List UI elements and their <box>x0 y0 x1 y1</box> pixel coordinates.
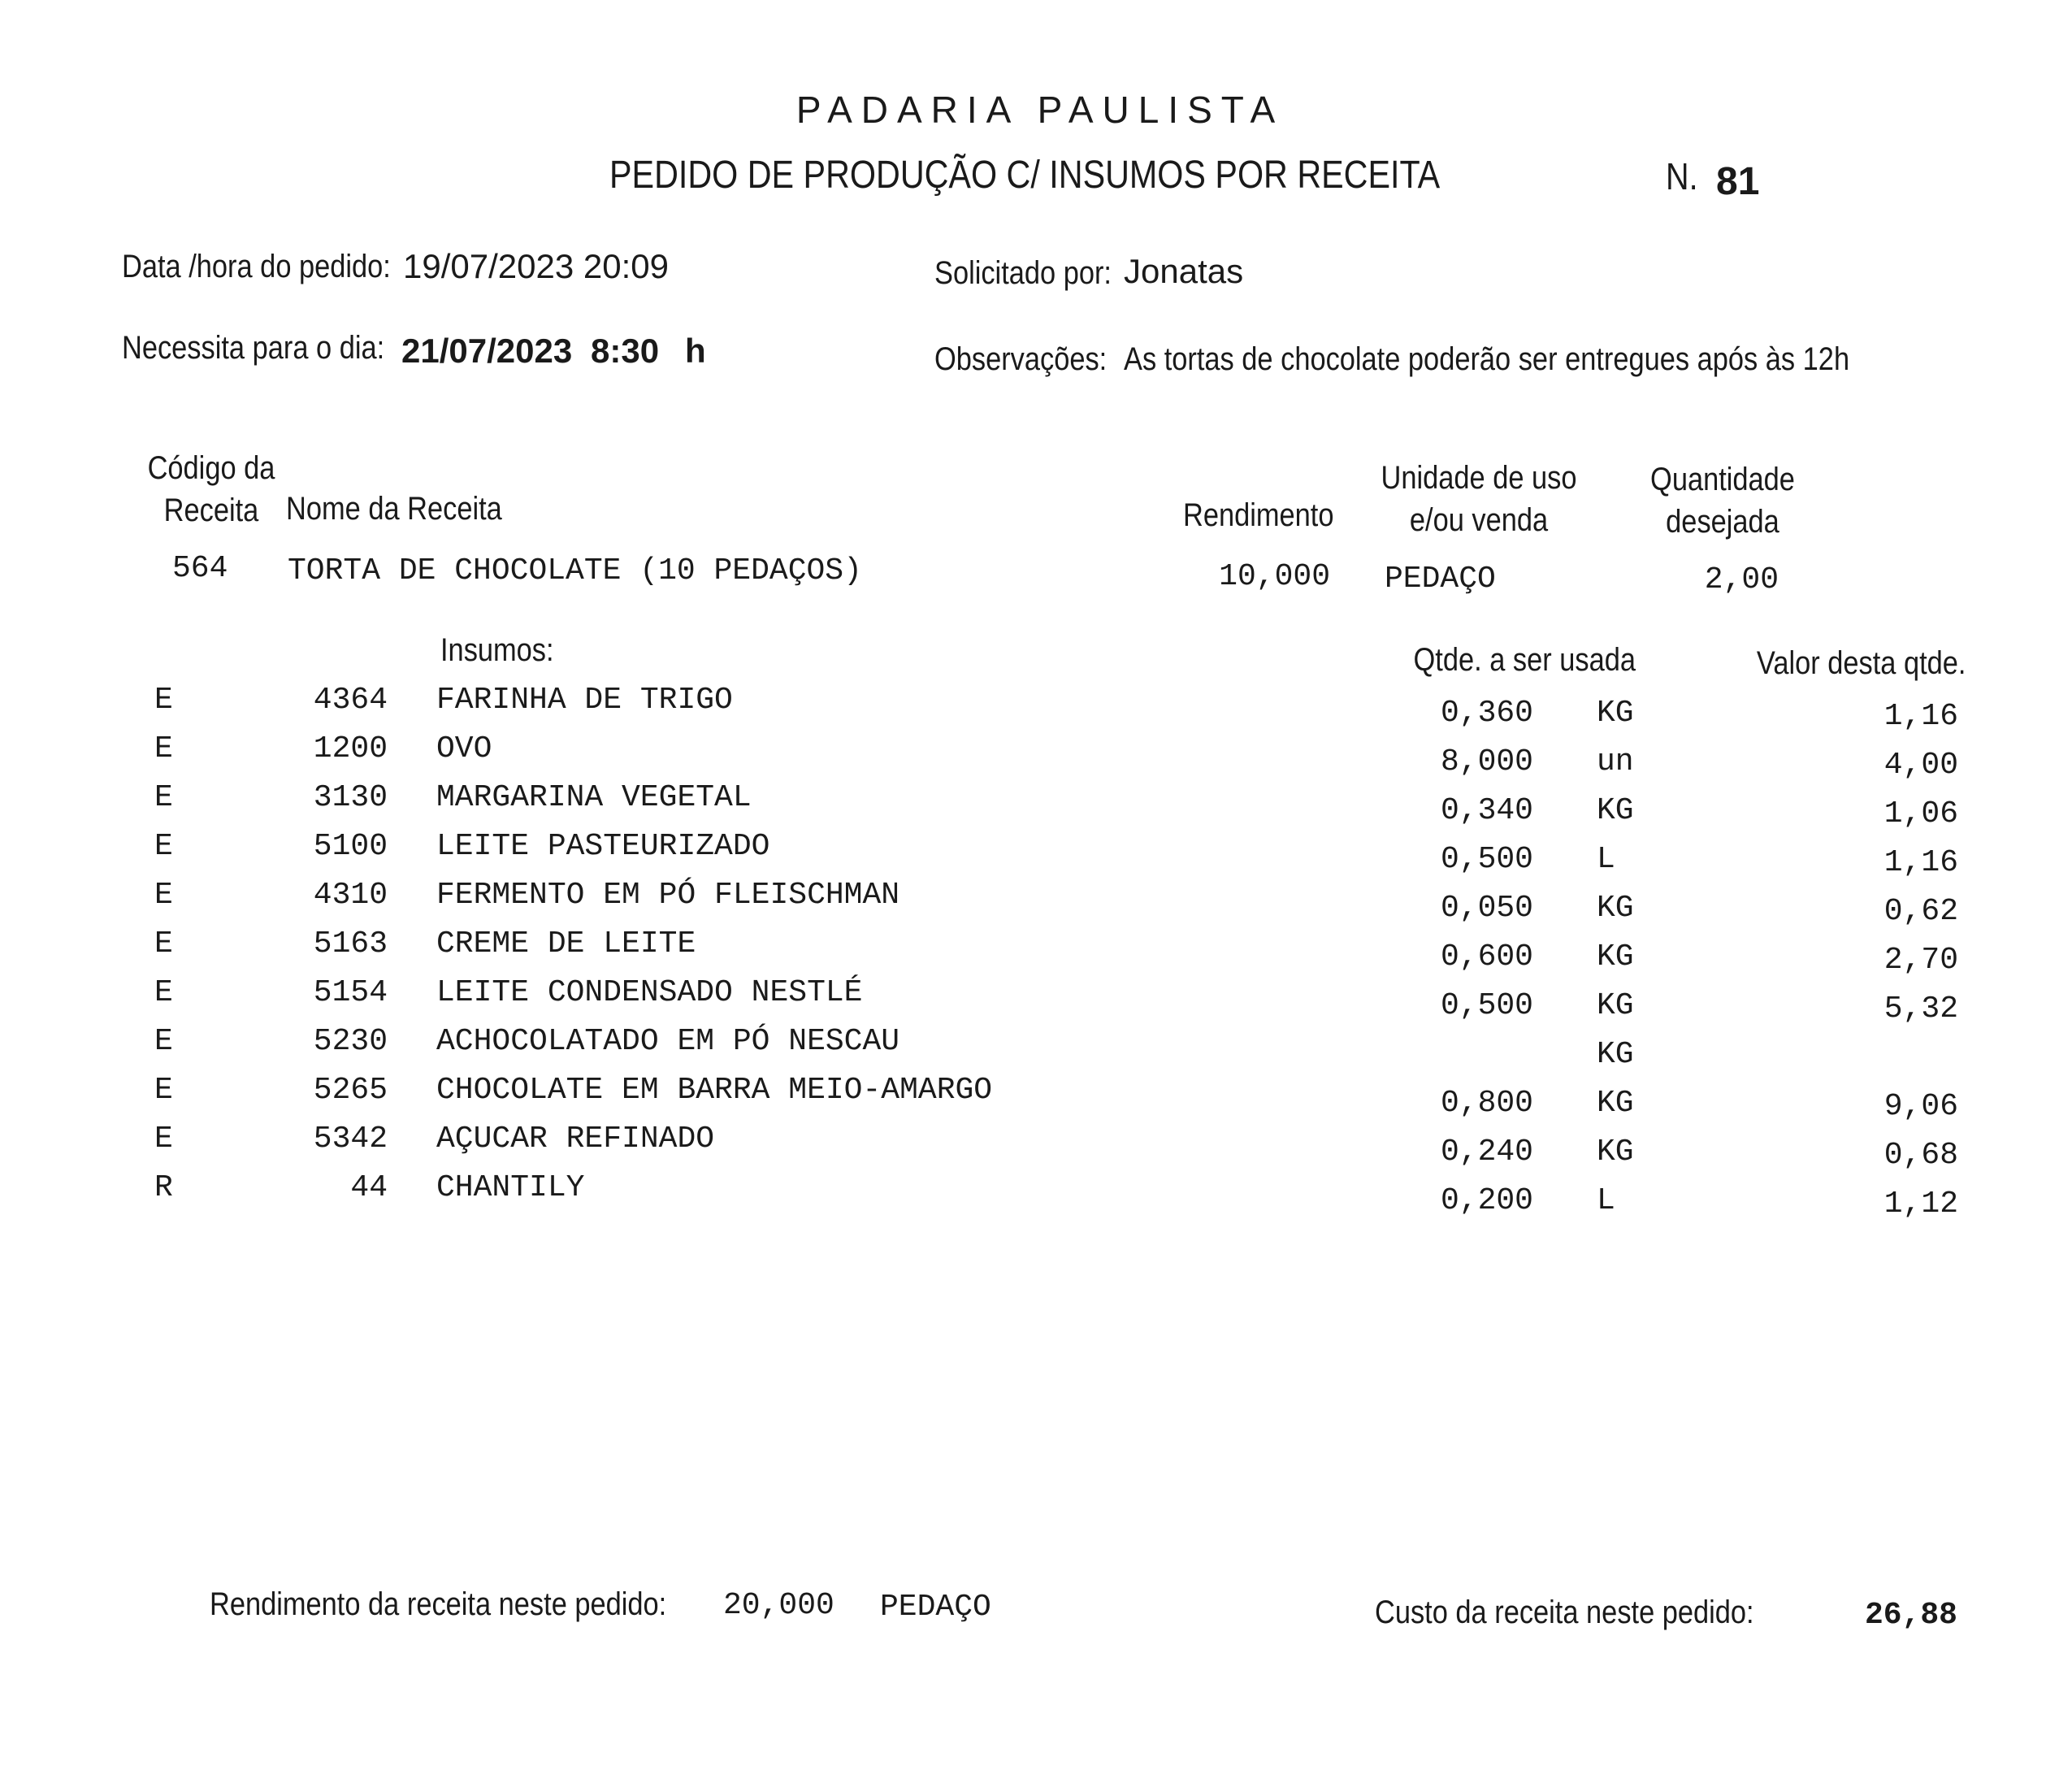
ingredient-code: 5163 <box>313 926 388 961</box>
ingredient-code: 4310 <box>313 878 388 913</box>
footer-yield-unit: PEDAÇO <box>880 1590 991 1625</box>
ingredient-type: E <box>154 780 173 815</box>
ingredient-type: R <box>154 1170 173 1205</box>
ingredient-name: CHANTILY <box>436 1170 585 1205</box>
ingredient-unit: KG <box>1597 1037 1634 1072</box>
ingredient-type: E <box>154 878 173 913</box>
ingredient-value: 0,68 <box>1883 1138 1958 1173</box>
ingredient-value: 2,70 <box>1883 943 1958 978</box>
ingredient-code: 44 <box>350 1170 388 1205</box>
footer-yield-value: 20,000 <box>723 1588 834 1623</box>
ingredient-name: MARGARINA VEGETAL <box>436 780 752 815</box>
ingredient-value: 1,16 <box>1883 845 1958 880</box>
ingredient-name: OVO <box>436 731 492 766</box>
ingredient-code: 5230 <box>313 1024 388 1059</box>
ingredient-unit: un <box>1597 744 1634 779</box>
ingredient-code: 1200 <box>313 731 388 766</box>
ingredient-qty: 0,500 <box>1440 842 1533 877</box>
order-datetime-label: Data /hora do pedido: <box>122 249 391 284</box>
header-quantity-line1: Quantidade <box>1650 462 1795 497</box>
recipe-name: TORTA DE CHOCOLATE (10 PEDAÇOS) <box>288 553 862 588</box>
ingredient-qty: 0,200 <box>1440 1183 1533 1218</box>
order-datetime: 19/07/2023 20:09 <box>403 247 669 285</box>
recipe-yield: 10,000 <box>1219 559 1330 594</box>
ingredient-qty: 0,600 <box>1440 939 1533 974</box>
header-unit <box>1367 457 1590 541</box>
ingredient-code: 4364 <box>313 683 388 718</box>
document-title: PEDIDO DE PRODUÇÃO C/ INSUMOS POR RECEITA <box>609 154 1441 197</box>
ingredient-qty: 0,340 <box>1440 793 1533 828</box>
requested-by: Jonatas <box>1124 252 1244 290</box>
header-recipe-code-line2: Receita <box>163 492 259 528</box>
ingredient-unit: KG <box>1597 793 1634 828</box>
ingredient-code: 5154 <box>313 975 388 1010</box>
ingredient-name: LEITE PASTEURIZADO <box>436 829 770 864</box>
ingredient-unit: L <box>1597 842 1615 877</box>
recipe-code: 564 <box>172 551 228 586</box>
ingredient-type: E <box>154 731 173 766</box>
header-quantity-line2: desejada <box>1666 504 1779 540</box>
ingredient-value: 0,62 <box>1883 894 1958 929</box>
ingredient-type: E <box>154 829 173 864</box>
footer-cost-value: 26,88 <box>1864 1598 1957 1633</box>
ingredient-type: E <box>154 1073 173 1108</box>
ingredient-unit: KG <box>1597 891 1634 926</box>
footer-yield-label: Rendimento da receita neste pedido: <box>210 1586 667 1622</box>
ingredient-unit: KG <box>1597 696 1634 731</box>
ingredient-unit: L <box>1597 1183 1615 1218</box>
ingredient-qty: 8,000 <box>1440 744 1533 779</box>
header-recipe-code-line1: Código da <box>147 450 275 486</box>
notes-label: Observações: <box>934 341 1108 377</box>
ingredient-qty: 0,500 <box>1440 988 1533 1023</box>
ingredient-type: E <box>154 926 173 961</box>
footer-cost-label: Custo da receita neste pedido: <box>1375 1595 1754 1630</box>
header-recipe-yield: Rendimento <box>1183 497 1334 533</box>
ingredient-unit: KG <box>1597 939 1634 974</box>
ingredient-unit: KG <box>1597 1086 1634 1121</box>
needed-date-label: Necessita para o dia: <box>122 330 385 366</box>
ingredient-code: 5342 <box>313 1122 388 1156</box>
ingredient-code: 5265 <box>313 1073 388 1108</box>
header-unit-line1: Unidade de uso <box>1381 460 1577 496</box>
needed-date: 21/07/2023 <box>401 332 573 370</box>
ingredient-unit: KG <box>1597 1135 1634 1169</box>
header-unit-line2: e/ou venda <box>1409 502 1549 538</box>
ingredient-value: 1,06 <box>1883 796 1958 831</box>
order-number: 81 <box>1716 160 1760 203</box>
ingredient-name: CHOCOLATE EM BARRA MEIO-AMARGO <box>436 1073 993 1108</box>
requested-by-label: Solicitado por: <box>934 255 1112 291</box>
ingredient-value: 9,06 <box>1883 1089 1958 1124</box>
ingredient-code: 5100 <box>313 829 388 864</box>
needed-time: 8:30 <box>591 332 660 370</box>
recipe-quantity: 2,00 <box>1704 562 1779 597</box>
needed-time-unit: h <box>685 332 706 370</box>
ingredient-value: 1,16 <box>1883 699 1958 734</box>
ingredient-value: 4,00 <box>1883 748 1958 783</box>
order-number-label: N. <box>1666 155 1698 197</box>
ingredient-qty: 0,050 <box>1440 891 1533 926</box>
ingredient-type: E <box>154 683 173 718</box>
header-ingredient-qty: Qtde. a ser usada <box>1413 642 1636 678</box>
ingredient-type: E <box>154 975 173 1010</box>
header-recipe-name: Nome da Receita <box>286 491 502 527</box>
ingredient-value: 5,32 <box>1883 991 1958 1026</box>
ingredient-value: 1,12 <box>1883 1187 1958 1221</box>
recipe-unit: PEDAÇO <box>1385 562 1496 597</box>
ingredient-qty: 0,240 <box>1440 1135 1533 1169</box>
ingredient-unit: KG <box>1597 988 1634 1023</box>
ingredient-name: FERMENTO EM PÓ FLEISCHMAN <box>436 878 900 913</box>
ingredient-name: CREME DE LEITE <box>436 926 696 961</box>
ingredient-name: AÇUCAR REFINADO <box>436 1122 715 1156</box>
ingredient-name: ACHOCOLATADO EM PÓ NESCAU <box>436 1024 900 1059</box>
company-name: PADARIA PAULISTA <box>795 89 1285 131</box>
ingredient-type: E <box>154 1122 173 1156</box>
header-ingredient-value: Valor desta qtde. <box>1756 645 1966 681</box>
ingredient-name: FARINHA DE TRIGO <box>436 683 733 718</box>
header-ingredients: Insumos: <box>440 632 554 668</box>
header-recipe-code <box>106 447 316 532</box>
header-quantity <box>1639 458 1806 543</box>
ingredient-code: 3130 <box>313 780 388 815</box>
ingredient-qty: 0,360 <box>1440 696 1533 731</box>
notes: As tortas de chocolate poderão ser entregues após às 12h <box>1124 341 1850 377</box>
ingredient-type: E <box>154 1024 173 1059</box>
ingredient-qty: 0,800 <box>1440 1086 1533 1121</box>
ingredient-name: LEITE CONDENSADO NESTLÉ <box>436 975 863 1010</box>
